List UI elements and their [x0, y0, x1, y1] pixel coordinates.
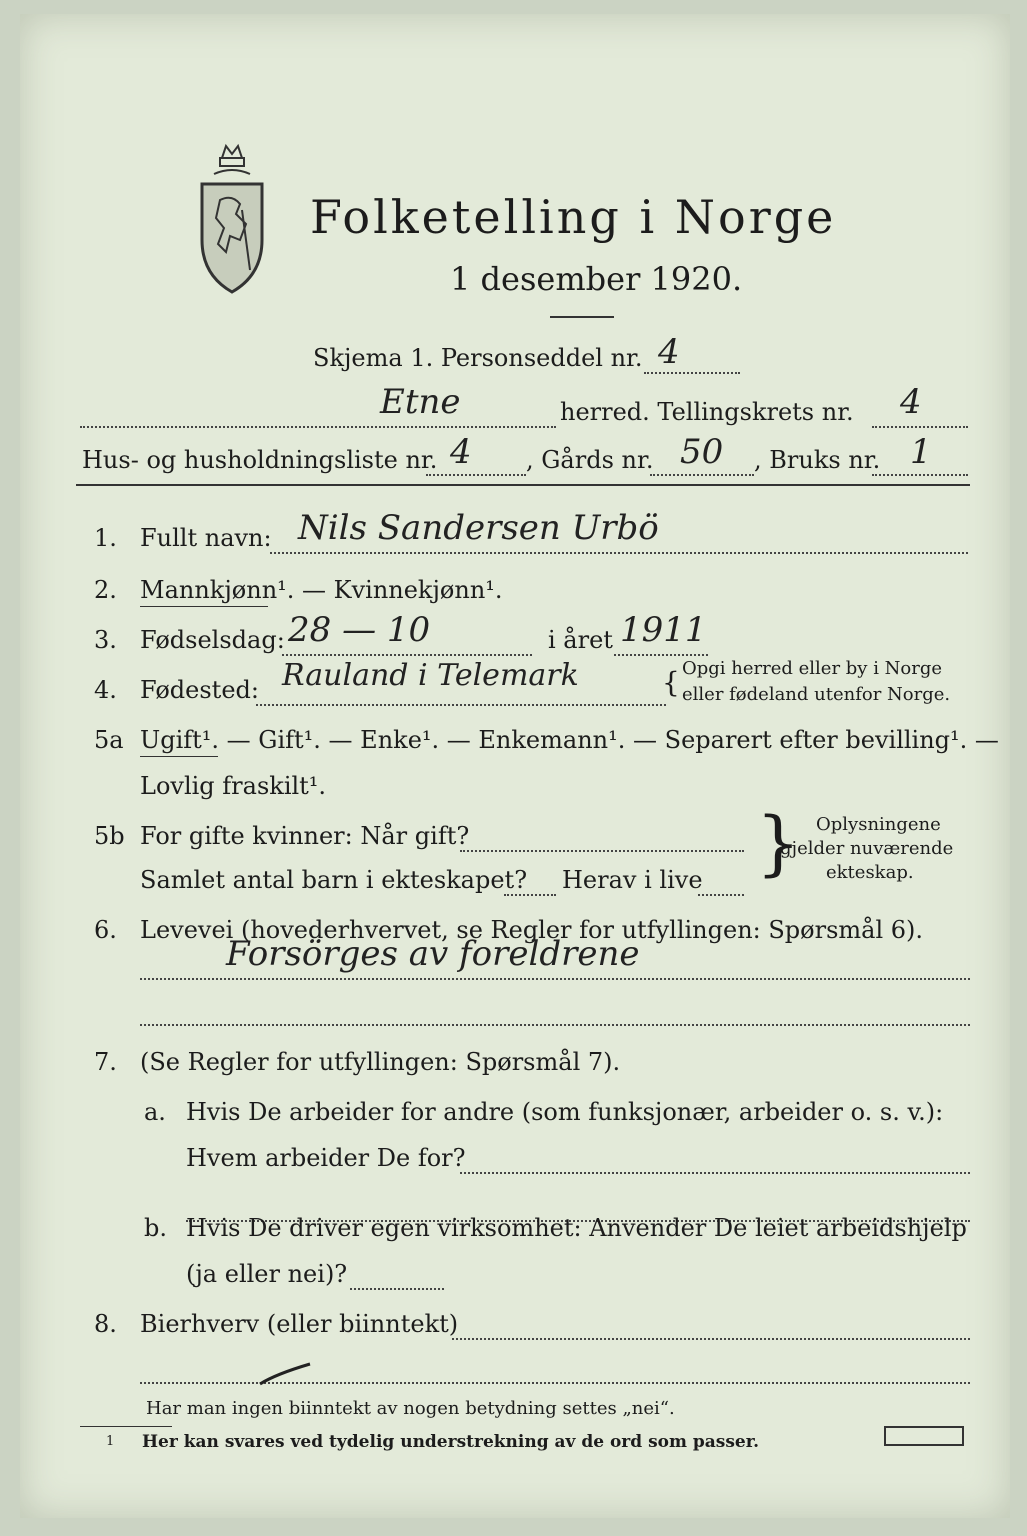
q7b-line1: Hvis De driver egen virksomhet: Anvender De leiet arbeidshjelp: [186, 1214, 967, 1242]
q4-label: Fødested:: [140, 676, 259, 704]
personseddel-line: [644, 372, 740, 374]
q4-note-line2: eller fødeland utenfor Norge.: [682, 684, 951, 705]
q3-label: Fødselsdag:: [140, 626, 285, 654]
q7b-line2: (ja eller nei)?: [186, 1260, 348, 1288]
q5b-alive-line: [698, 894, 744, 896]
q5b-alive: Herav i live: [562, 866, 703, 894]
q7b-number: b.: [144, 1214, 167, 1242]
q5a-marital-options: Ugift¹. — Gift¹. — Enke¹. — Enkemann¹. — Separert efter bevilling¹. —: [140, 726, 999, 754]
q6-line1: [140, 978, 970, 980]
q6-label: Levevei (hovederhvervet, se Regler for utfyllingen: Spørsmål 6).: [140, 916, 924, 944]
q3-year-label: i året: [548, 626, 613, 654]
census-form: [20, 14, 1010, 1518]
q3-day-line: [282, 654, 532, 656]
q8-dash-mark: [256, 1360, 316, 1390]
q1-line: [270, 552, 968, 554]
q7-label: (Se Regler for utfyllingen: Spørsmål 7).: [140, 1048, 621, 1076]
q7a-employer-line[interactable]: [460, 1172, 970, 1174]
herred-label: herred. Tellingskrets nr.: [560, 398, 854, 426]
herred-line: [80, 426, 556, 428]
occupation-value[interactable]: Forsörges av foreldrene: [226, 934, 640, 974]
q5b-when-married: For gifte kvinner: Når gift?: [140, 822, 470, 850]
q5b-children: Samlet antal barn i ekteskapet?: [140, 866, 528, 894]
birth-day-value[interactable]: 28 — 10: [288, 610, 431, 650]
gards-value[interactable]: 50: [680, 432, 724, 472]
q5b-children-line: [504, 894, 556, 896]
footnote-rule: [80, 1426, 172, 1427]
printer-stamp: [884, 1426, 964, 1446]
footnote-mark: 1: [106, 1434, 115, 1449]
q6-number: 6.: [94, 916, 117, 944]
q2-underline: [140, 606, 268, 607]
q5b-brace: }: [756, 802, 801, 884]
q4-brace: {: [662, 666, 680, 699]
tellingskrets-value[interactable]: 4: [900, 382, 922, 422]
tellingskrets-line: [872, 426, 968, 428]
q5b-note-line3: ekteskap.: [826, 862, 914, 883]
q5b-note-line1: Oplysningene: [816, 814, 941, 835]
q5b-when-line: [460, 850, 744, 852]
footnote-text: Her kan svares ved tydelig understrekning av de ord som passer.: [142, 1432, 760, 1452]
hus-line: [426, 474, 526, 476]
title-divider: [550, 316, 614, 318]
q8-number: 8.: [94, 1310, 117, 1338]
census-date: 1 desember 1920.: [450, 260, 743, 298]
q4-number: 4.: [94, 676, 117, 704]
q8-note: Har man ingen biinntekt av nogen betydning settes „nei“.: [146, 1398, 675, 1419]
q7a-line1: Hvis De arbeider for andre (som funksjonær, arbeider o. s. v.):: [186, 1098, 944, 1126]
q3-year-line: [614, 654, 708, 656]
full-name-value[interactable]: Nils Sandersen Urbö: [298, 508, 659, 548]
hus-value[interactable]: 4: [450, 432, 472, 472]
bruks-label: , Bruks nr.: [754, 446, 881, 474]
bruks-value[interactable]: 1: [910, 432, 932, 472]
herred-value[interactable]: Etne: [380, 382, 461, 422]
gards-label: , Gårds nr.: [526, 446, 654, 474]
hus-label: Hus- og husholdningsliste nr.: [82, 446, 438, 474]
q8-line1[interactable]: [452, 1338, 970, 1340]
q2-number: 2.: [94, 576, 117, 604]
gards-line: [650, 474, 754, 476]
q5a-number: 5a: [94, 726, 124, 754]
birthplace-value[interactable]: Rauland i Telemark: [282, 658, 579, 693]
q5a-underline: [140, 756, 218, 757]
q7b-answer-line[interactable]: [350, 1288, 444, 1290]
q5a-line2: Lovlig fraskilt¹.: [140, 772, 327, 800]
q4-line: [256, 704, 666, 706]
q5b-note-line2: gjelder nuværende: [780, 838, 954, 859]
bruks-line: [872, 474, 968, 476]
birth-year-value[interactable]: 1911: [620, 610, 707, 650]
q2-sex-options: Mannkjønn¹. — Kvinnekjønn¹.: [140, 576, 503, 604]
header-divider: [76, 484, 970, 486]
form-title: Folketelling i Norge: [310, 190, 837, 244]
q7a-line2: Hvem arbeider De for?: [186, 1144, 466, 1172]
coat-of-arms-icon: [192, 140, 272, 300]
q6-line2: [140, 1024, 970, 1026]
q3-number: 3.: [94, 626, 117, 654]
q1-label: Fullt navn:: [140, 524, 272, 552]
q4-note-line1: Opgi herred eller by i Norge: [682, 658, 943, 679]
q1-number: 1.: [94, 524, 117, 552]
q7-number: 7.: [94, 1048, 117, 1076]
q8-label: Bierhverv (eller biinntekt): [140, 1310, 459, 1338]
personseddel-value[interactable]: 4: [658, 332, 680, 372]
q7a-number: a.: [144, 1098, 166, 1126]
q5b-number: 5b: [94, 822, 125, 850]
skjema-label: Skjema 1. Personseddel nr.: [313, 344, 643, 372]
